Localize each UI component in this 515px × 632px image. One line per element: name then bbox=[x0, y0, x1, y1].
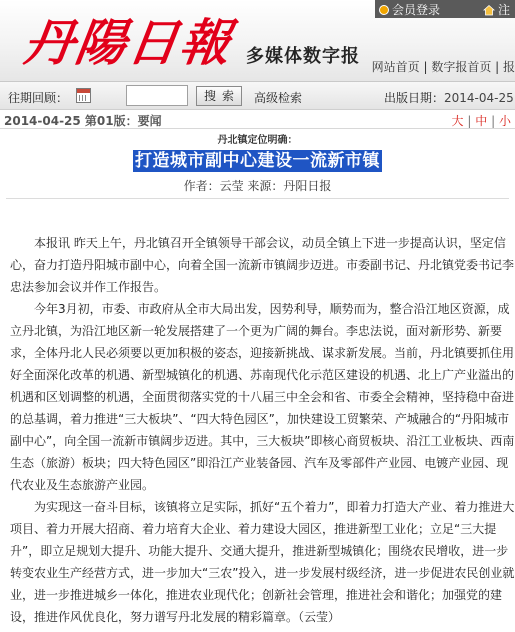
article-headline-wrap bbox=[0, 146, 515, 171]
publish-date-label: 出版日期： bbox=[384, 91, 445, 105]
breadcrumb[interactable]: 2014-04-25 第01版：要闻 bbox=[4, 114, 162, 128]
publish-date bbox=[384, 89, 514, 106]
member-icon bbox=[379, 5, 389, 15]
divider bbox=[6, 198, 509, 199]
calendar-icon[interactable] bbox=[76, 88, 91, 103]
member-login-label: 会员登录 bbox=[392, 3, 441, 17]
article-pretitle: 丹北镇定位明确： bbox=[217, 135, 298, 146]
date-input[interactable] bbox=[126, 85, 188, 106]
advanced-search-link[interactable]: 高级检索 bbox=[254, 91, 303, 105]
masthead-subtitle: 多媒体数字报 bbox=[246, 46, 360, 67]
top-links-bar bbox=[375, 0, 515, 18]
past-issues-label: 往期回顾： bbox=[8, 91, 69, 105]
article-byline: 作者：云莹 来源：丹阳日报 bbox=[183, 179, 332, 193]
masthead bbox=[0, 0, 515, 82]
site-links[interactable]: 网站首页 | 数字报首页 | 报 bbox=[371, 60, 515, 74]
logo-text: 丹陽日報 bbox=[19, 13, 237, 72]
article-paragraph: 本报讯 昨天上午，丹北镇召开全镇领导干部会议，动员全镇上下进一步提高认识，坚定信心，奋力打造丹阳城市副中心，向着全国一流新市镇阔步迈进。市委副书记、丹北镇党委书记李忠法参加会议并作工作报告。 bbox=[10, 236, 515, 294]
article-paragraph: 为实现这一奋斗目标，该镇将立足实际，抓好“五个着力”，即着力打造大产业、着力推进大项目、着力开展大招商、着力培育大企业、着力建设大园区，推进新型工业化；立足“三大提升”，即立足规划大提升、功能大提升、交通大提升，推进新型城镇化；围绕农民增收，进一步转变农业生产经营方式，进一步加大“三农”投入，进一步发展村级经济，进一步促进农民创业就业，进一步推进城乡一体化，推进农业现代化；创新社会管理，推进社会和谐化；加强党的建设，推进作风优良化，努力谱写丹北发展的精彩篇章。（云莹） bbox=[10, 500, 515, 624]
font-size-large[interactable]: 大 bbox=[451, 114, 464, 128]
separator: | bbox=[491, 114, 496, 128]
breadcrumb-bar bbox=[0, 111, 515, 129]
search-button[interactable]: 搜索 bbox=[196, 86, 242, 106]
home-icon bbox=[483, 4, 495, 16]
register-link[interactable] bbox=[483, 1, 510, 18]
font-size-small[interactable]: 小 bbox=[498, 114, 511, 128]
article-title: 打造城市副中心建设一流新市镇 bbox=[135, 151, 380, 171]
toolbar bbox=[0, 82, 515, 110]
publish-date-value: 2014-04-25 bbox=[444, 91, 514, 105]
separator: | bbox=[467, 114, 472, 128]
font-size-medium[interactable]: 中 bbox=[475, 114, 488, 128]
article-body bbox=[10, 232, 515, 628]
article-paragraph: 今年3月初，市委、市政府从全市大局出发，因势利导，顺势而为，整合沿江地区资源，成立丹北镇，为沿江地区新一轮发展搭建了一个更为广阔的舞台。李忠法说，面对新形势、新要求，全体丹北人民必须要以更加积极的姿态，迎接新挑战、谋求新发展。当前，丹北镇要抓住用好全面深化改革的机遇、新型城镇化的机遇、苏南现代化示范区建设的机遇、北上广产业溢出的机遇和区划调整的机遇，全面贯彻落实党的十八届三中全会和省、市委全会精神，坚持稳中奋进的总基调，着力推进“三大板块”、“四大特色园区”，加快建设工贸繁荣、产城融合的“丹阳城市副中心”，向全国一流新市镇阔步迈进。其中，三大板块”即核心商贸板块、沿江工业板块、西南生态（旅游）板块；四大特色园区”即沿江产业装备园、汽车及零部件产业园、电镀产业园、现代农业及生态旅游产业园。 bbox=[10, 302, 515, 492]
register-label: 注 bbox=[498, 3, 511, 17]
font-size-switcher bbox=[452, 112, 511, 129]
newspaper-logo[interactable] bbox=[10, 4, 237, 76]
member-login-link[interactable] bbox=[379, 1, 440, 18]
